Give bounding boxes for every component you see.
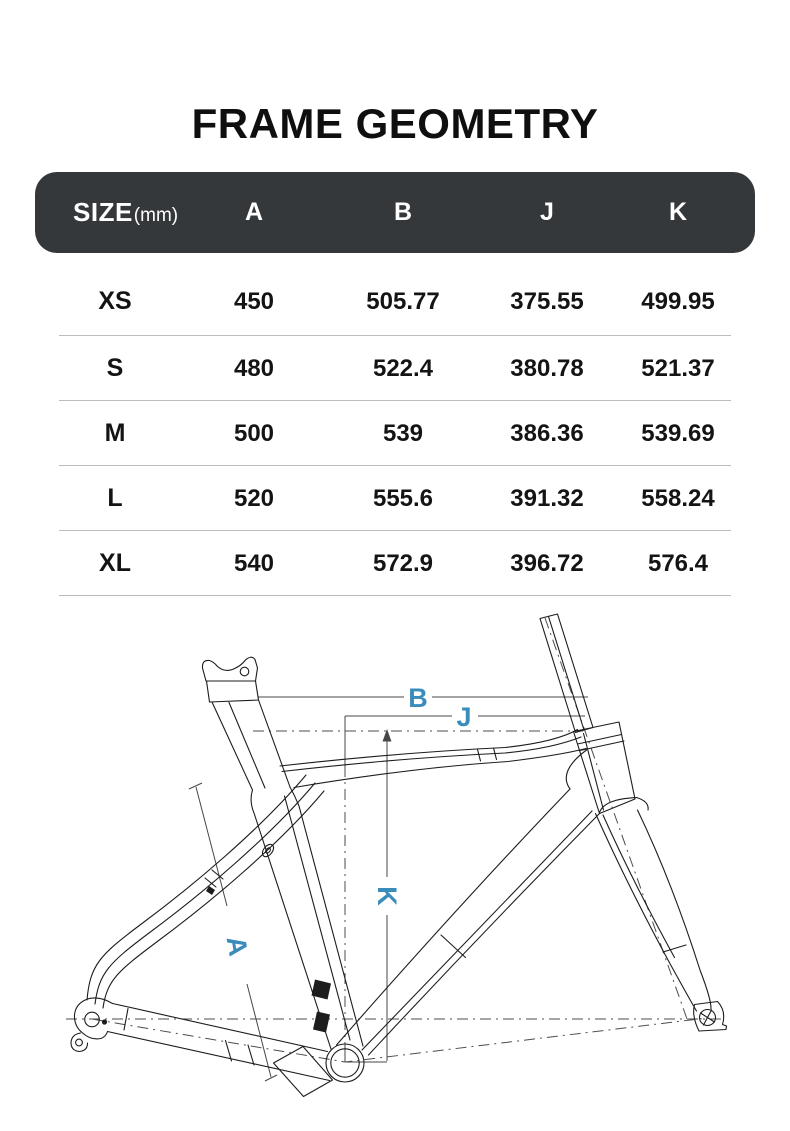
top-tube bbox=[280, 730, 586, 788]
header-col-j: J bbox=[540, 198, 554, 226]
cell-size: XL bbox=[99, 549, 131, 577]
cell-k: 558.24 bbox=[641, 484, 715, 512]
table-body bbox=[35, 253, 755, 596]
table-row bbox=[35, 401, 755, 466]
cell-a: 520 bbox=[233, 484, 275, 512]
cell-j: 396.72 bbox=[510, 549, 584, 577]
page-title: FRAME GEOMETRY bbox=[191, 100, 599, 147]
dimension-lines bbox=[66, 618, 726, 1081]
header-col-k: K bbox=[668, 198, 688, 226]
cell-k: 521.37 bbox=[641, 354, 715, 382]
cell-j: 386.36 bbox=[510, 419, 584, 447]
table-row bbox=[35, 253, 755, 336]
cell-size: M bbox=[104, 419, 126, 447]
derailleur-mount bbox=[312, 980, 332, 1033]
seat-tube bbox=[251, 787, 363, 1049]
cell-k: 539.69 bbox=[641, 419, 715, 447]
header-size bbox=[35, 197, 195, 228]
cell-b: 522.4 bbox=[372, 354, 434, 382]
cell-b: 572.9 bbox=[372, 549, 434, 577]
table-row bbox=[35, 466, 755, 531]
cell-b: 505.77 bbox=[366, 287, 440, 315]
dim-label-j: J bbox=[456, 702, 472, 732]
cell-b: 539 bbox=[382, 419, 424, 447]
frame-geometry-diagram bbox=[0, 596, 790, 1131]
table-header bbox=[35, 172, 755, 253]
cell-a: 450 bbox=[233, 287, 275, 315]
bike-frame-drawing bbox=[0, 596, 790, 1131]
cell-size: S bbox=[106, 354, 124, 382]
geometry-table bbox=[35, 172, 755, 596]
header-size-unit: (mm) bbox=[133, 205, 179, 226]
cell-b: 555.6 bbox=[372, 484, 434, 512]
bottom-bracket bbox=[274, 1044, 365, 1097]
cell-k: 499.95 bbox=[641, 287, 715, 315]
dim-label-a: A bbox=[220, 933, 254, 959]
steering-axis-line bbox=[545, 618, 687, 1019]
cell-size: XS bbox=[98, 287, 132, 315]
chainstay-centerline bbox=[92, 1018, 707, 1062]
seatpost bbox=[202, 657, 290, 790]
table-row bbox=[35, 531, 755, 596]
cell-a: 500 bbox=[233, 419, 275, 447]
cell-j: 375.55 bbox=[510, 287, 584, 315]
cell-size: L bbox=[107, 484, 123, 512]
cell-a: 540 bbox=[233, 549, 275, 577]
cell-j: 380.78 bbox=[510, 354, 584, 382]
frame-drawing bbox=[71, 614, 727, 1097]
dim-label-k: K bbox=[372, 886, 402, 906]
dimension-labels bbox=[221, 683, 472, 958]
cell-k: 576.4 bbox=[647, 549, 709, 577]
fork bbox=[596, 798, 712, 1012]
cell-a: 480 bbox=[233, 354, 275, 382]
header-col-b: B bbox=[393, 198, 413, 226]
dim-label-b: B bbox=[408, 683, 428, 713]
dim-arrow-k bbox=[383, 729, 392, 742]
table-row bbox=[35, 336, 755, 401]
rear-dropout bbox=[71, 998, 113, 1052]
header-col-a: A bbox=[244, 198, 264, 226]
cell-j: 391.32 bbox=[510, 484, 584, 512]
chainstay bbox=[108, 1004, 330, 1081]
dim-line-a bbox=[189, 783, 277, 1081]
header-size-label: SIZE bbox=[73, 197, 133, 227]
front-dropout bbox=[694, 1002, 727, 1032]
